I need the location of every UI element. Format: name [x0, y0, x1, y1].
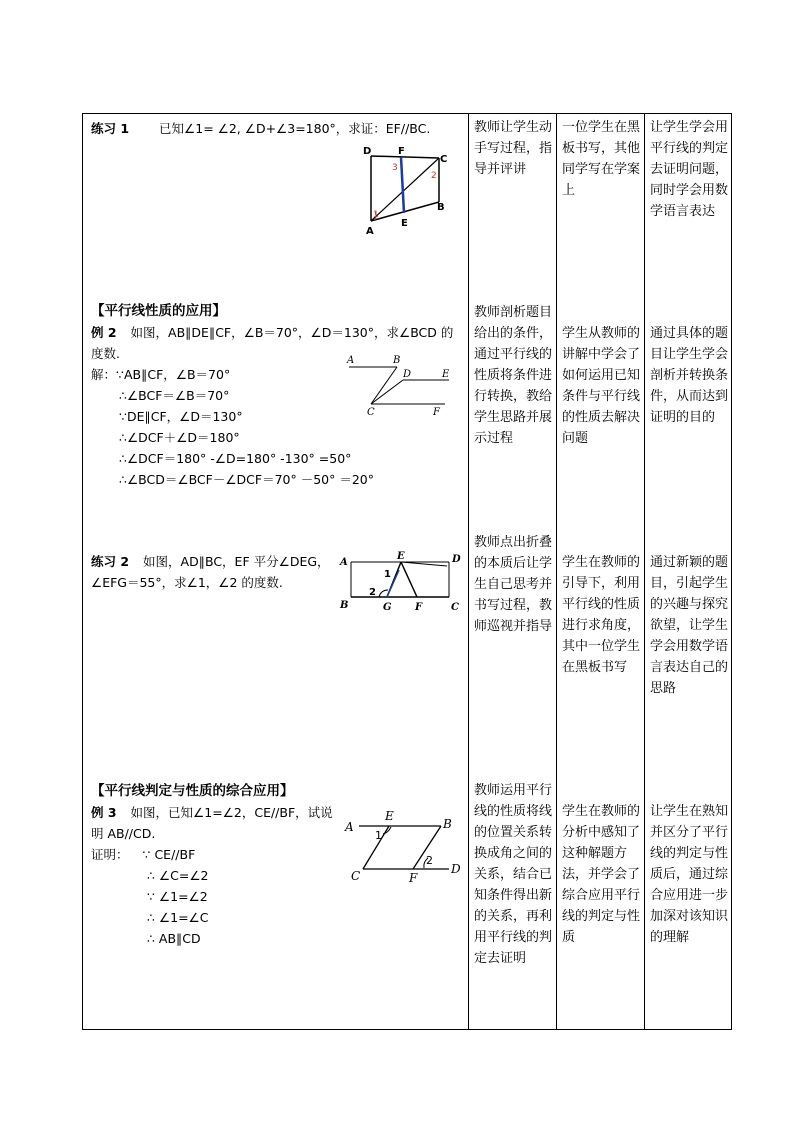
label-3: 3 [392, 163, 398, 173]
student-activity-4: 学生在教师的分析中感知了这种解题方法，并学会了综合应用平行线的判定与性质 [562, 804, 641, 945]
label-D: D [452, 554, 461, 565]
label-1: 1 [373, 210, 379, 220]
label-D: D [363, 146, 372, 157]
student-activity-1: 一位学生在黑板书写，其他同学写在学案上 [562, 120, 641, 198]
column-divider [468, 114, 469, 1029]
example-3 [91, 781, 341, 949]
label-D: D [403, 369, 412, 380]
label-B: B [340, 600, 349, 611]
label-C: C [451, 602, 459, 613]
student-activity-2: 学生从教师的讲解中学会了如何运用已知条件与平行线的性质去解决问题 [562, 326, 641, 446]
teacher-activity-1: 教师让学生动手写过程，指导并评讲 [474, 120, 553, 177]
solution-line: ∵AB∥CF，∠B＝70° [116, 367, 231, 382]
label-A: A [345, 820, 354, 834]
column-divider [556, 114, 557, 1029]
label-A: A [340, 557, 348, 568]
exercise-1 [91, 118, 461, 139]
label-1: 1 [375, 829, 382, 842]
example-3-label: 例 3 [91, 805, 117, 820]
label-C: C [351, 869, 361, 883]
label-2: 2 [426, 854, 433, 867]
label-E: E [397, 551, 405, 562]
proof-line: ∵ CE//BF [142, 847, 196, 862]
label-F: F [398, 146, 405, 157]
section-heading-combined: 【平行线判定与性质的综合应用】 [91, 783, 294, 799]
label-F: F [433, 407, 440, 418]
design-intent-3: 通过新颖的题目，引起学生的兴趣与探究欲望，让学生学会用数学语言表达自己的思路 [650, 555, 729, 696]
example-2-label: 例 2 [91, 325, 117, 340]
label-A: A [347, 355, 355, 366]
exercise-2 [91, 551, 336, 593]
label-B: B [437, 202, 445, 213]
label-B: B [443, 817, 452, 831]
design-intent-4: 让学生在熟知并区分了平行线的判定与性质后，通过综合应用进一步加深对该知识的理解 [650, 804, 729, 945]
proof-label: 证明： [91, 847, 129, 862]
student-activity-3: 学生在教师的引导下，利用平行线的性质进行求角度，其中一位学生在黑板书写 [562, 555, 641, 675]
figure-exercise-2 [339, 550, 467, 613]
exercise-2-label: 练习 2 [91, 554, 130, 569]
label-C: C [440, 154, 448, 165]
solution-line: ∴∠BCD＝∠BCF－∠DCF＝70° －50° ＝20° [119, 472, 375, 487]
proof-line: ∴ ∠C=∠2 [147, 868, 209, 883]
solution-label: 解： [91, 367, 117, 382]
design-intent-1: 让学生学会用平行线的判定去证明问题，同时学会用数学语言表达 [650, 120, 729, 219]
solution-line: ∴∠DCF＋∠D＝180° [119, 430, 240, 445]
label-1: 1 [384, 569, 391, 580]
solution-line: ∵DE∥CF，∠D＝130° [119, 409, 243, 424]
teacher-activity-2: 教师剖析题目给出的条件，通过平行线的性质将条件进行转换，教给学生思路并展示过程 [474, 305, 553, 446]
label-A: A [366, 226, 374, 237]
example-3-text: 如图，已知∠1=∠2，CE//BF，试说明 AB//CD. [91, 805, 333, 841]
proof-line: ∴ AB∥CD [147, 931, 201, 946]
label-C: C [367, 407, 375, 418]
label-E: E [401, 218, 408, 229]
figure-example-3 [343, 806, 465, 886]
teacher-activity-4: 教师运用平行线的性质将线的位置关系转换成角之间的关系，结合已知条件得出新的关系，再利用平行线的判定去证明 [474, 783, 553, 966]
label-2: 2 [369, 587, 376, 598]
label-2: 2 [431, 171, 437, 181]
label-E: E [442, 369, 450, 380]
column-divider [644, 114, 645, 1029]
solution-line: ∴∠BCF＝∠B＝70° [119, 388, 230, 403]
example-2-text: 如图，AB∥DE∥CF，∠B＝70°，∠D＝130°，求∠BCD 的度数. [91, 325, 454, 361]
label-D: D [451, 862, 461, 876]
solution-line: ∴∠DCF＝180° -∠D=180° -130° =50° [119, 451, 352, 466]
proof-line: ∵ ∠1=∠2 [147, 889, 208, 904]
lesson-table [82, 113, 732, 1030]
label-F: F [409, 871, 418, 885]
teacher-activity-3: 教师点出折叠的本质后让学生自己思考并书写过程，教师巡视并指导 [474, 535, 553, 634]
label-F: F [415, 602, 423, 613]
design-intent-2: 通过具体的题目让学生学会剖析并转换条件，从而达到证明的目的 [650, 326, 729, 425]
label-B: B [393, 355, 401, 366]
proof-line: ∴ ∠1=∠C [147, 910, 209, 925]
section-heading-properties: 【平行线性质的应用】 [91, 303, 226, 319]
figure-exercise-1 [361, 146, 451, 236]
label-G: G [383, 602, 392, 613]
exercise-1-text: 已知∠1= ∠2, ∠D+∠3=180°，求证：EF//BC. [159, 121, 431, 136]
figure-example-2 [345, 350, 465, 420]
exercise-2-text: 如图，AD∥BC，EF 平分∠DEG，∠EFG＝55°，求∠1，∠2 的度数. [91, 554, 330, 590]
exercise-1-label: 练习 1 [91, 121, 130, 136]
label-E: E [385, 809, 394, 823]
